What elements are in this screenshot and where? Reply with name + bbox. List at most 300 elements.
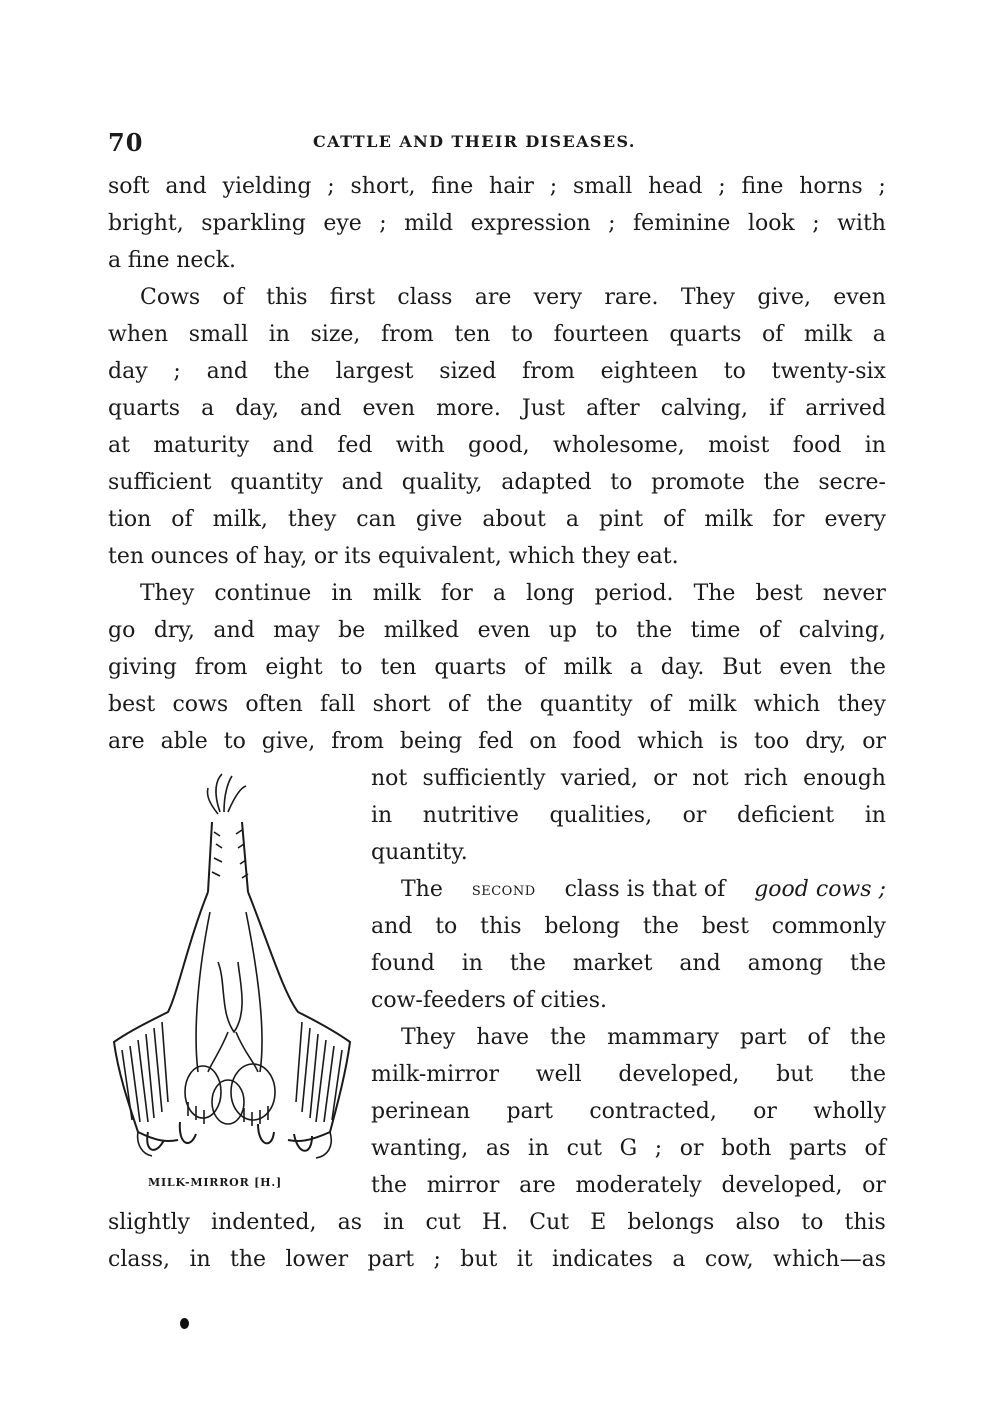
- word: cow-feeders: [371, 988, 506, 1013]
- page-header: [108, 128, 886, 158]
- text-line: [108, 353, 886, 390]
- word: best: [701, 914, 749, 939]
- word: feminine: [633, 211, 731, 236]
- word: part: [367, 1247, 415, 1272]
- word: first: [329, 285, 376, 310]
- word: moderately: [575, 1173, 702, 1198]
- text-line: [371, 1167, 886, 1204]
- word: They: [140, 581, 195, 606]
- word: more.: [436, 396, 501, 421]
- word: which: [508, 544, 575, 569]
- word: fine: [431, 174, 474, 199]
- word: hair: [489, 174, 534, 199]
- milk-mirror-figure: [108, 772, 358, 1202]
- word: calving,: [798, 618, 886, 643]
- word: eight: [265, 655, 323, 680]
- text-line: [108, 1204, 886, 1241]
- word: long: [525, 581, 575, 606]
- word: largest: [335, 359, 414, 384]
- word: quarts: [108, 396, 181, 421]
- word: milk: [803, 322, 853, 347]
- word: ;: [718, 174, 726, 199]
- text-line: [371, 797, 886, 834]
- word: of: [807, 1025, 829, 1050]
- text-line: [371, 760, 886, 797]
- word: milk: [688, 692, 737, 717]
- word: in: [864, 433, 886, 458]
- word: they: [581, 544, 631, 569]
- word: moist: [708, 433, 770, 458]
- word: hay,: [263, 544, 308, 569]
- word: about: [482, 507, 546, 532]
- word: in: [527, 1136, 550, 1161]
- word: with: [395, 433, 445, 458]
- text-line: [108, 464, 886, 501]
- word: ;: [654, 1136, 663, 1161]
- word: and: [300, 396, 342, 421]
- word: also: [735, 1210, 781, 1235]
- word: milk: [372, 581, 421, 606]
- word: or: [753, 1099, 777, 1124]
- word: quantity.: [371, 840, 468, 865]
- word: often: [245, 692, 303, 717]
- phrase: class is that of: [564, 877, 726, 902]
- word: give: [415, 507, 463, 532]
- word: have: [476, 1025, 530, 1050]
- word: ten: [108, 544, 145, 569]
- word: a: [872, 322, 886, 347]
- word: may: [273, 618, 320, 643]
- word: as: [485, 1136, 511, 1161]
- word: varied,: [560, 766, 638, 791]
- word: commonly: [771, 914, 886, 939]
- word: in: [371, 803, 393, 828]
- word: which—as: [773, 1247, 886, 1272]
- word: in: [383, 1210, 405, 1235]
- word: cut: [566, 1136, 602, 1161]
- word: are: [108, 729, 145, 754]
- running-title: CATTLE AND THEIR DISEASES.: [313, 132, 636, 151]
- word: quantity: [539, 692, 633, 717]
- word: a: [629, 655, 643, 680]
- word: food: [792, 433, 842, 458]
- italic-phrase: good cows ;: [754, 877, 886, 902]
- word: with: [837, 211, 886, 236]
- word: fine: [127, 248, 170, 273]
- text-line: [108, 279, 886, 316]
- word: be: [338, 618, 366, 643]
- text-line: [108, 686, 886, 723]
- word: part: [739, 1025, 787, 1050]
- word: enough: [803, 766, 886, 791]
- word: calving,: [660, 396, 748, 421]
- word: the: [763, 470, 800, 495]
- text-line: [371, 1130, 886, 1167]
- word: the: [230, 1247, 267, 1272]
- word: sufficiently: [422, 766, 546, 791]
- word: head: [648, 174, 703, 199]
- word: promote: [651, 470, 745, 495]
- text-line: [108, 242, 886, 279]
- word: They: [401, 1025, 456, 1050]
- word: in: [461, 951, 483, 976]
- word: and: [371, 914, 413, 939]
- word: ten: [380, 655, 417, 680]
- word: eye: [323, 211, 362, 236]
- word: good,: [468, 433, 530, 458]
- word: at: [108, 433, 130, 458]
- word: mirror: [426, 1173, 500, 1198]
- word: day,: [235, 396, 279, 421]
- word: this: [844, 1210, 886, 1235]
- word: food: [572, 729, 622, 754]
- word: in: [189, 1247, 211, 1272]
- word: to: [340, 655, 363, 680]
- word: ten: [454, 322, 491, 347]
- text-line: [108, 390, 886, 427]
- word: day: [108, 359, 148, 384]
- word: a: [108, 248, 122, 273]
- word: very: [533, 285, 583, 310]
- word: quarts: [669, 322, 742, 347]
- ink-spot: [180, 1318, 189, 1329]
- word: Cut: [529, 1210, 570, 1235]
- word: wanting,: [371, 1136, 469, 1161]
- word: when: [108, 322, 169, 347]
- word: the: [849, 951, 886, 976]
- word: short,: [350, 174, 416, 199]
- word: cow,: [704, 1247, 754, 1272]
- word: belongs: [627, 1210, 715, 1235]
- word: of: [235, 544, 257, 569]
- word: ;: [327, 174, 335, 199]
- word: not: [371, 766, 408, 791]
- word: a: [672, 1247, 686, 1272]
- word: wholesome,: [553, 433, 685, 458]
- word: even: [833, 285, 886, 310]
- text-line: [371, 908, 886, 945]
- word: ;: [433, 1247, 441, 1272]
- text-line: [371, 982, 886, 1019]
- word: cows: [172, 692, 229, 717]
- figure-caption: MILK-MIRROR [H.]: [148, 1176, 282, 1189]
- text-line: [371, 1093, 886, 1130]
- text-line: [108, 538, 886, 575]
- text-line: [108, 427, 886, 464]
- word: or: [862, 1173, 886, 1198]
- word: even: [779, 655, 833, 680]
- word: which: [637, 729, 704, 754]
- word: secre-: [818, 470, 886, 495]
- word: developed,: [721, 1173, 843, 1198]
- text-line: [108, 316, 886, 353]
- word: even: [362, 396, 416, 421]
- word: part: [506, 1099, 554, 1124]
- word: not: [692, 766, 729, 791]
- word: milk-mirror: [371, 1062, 500, 1087]
- word: its: [344, 544, 372, 569]
- word: and: [206, 359, 248, 384]
- word: of: [512, 988, 534, 1013]
- small-caps-word: second: [471, 878, 536, 900]
- word: or: [862, 729, 886, 754]
- word: to: [595, 618, 618, 643]
- word: wholly: [813, 1099, 886, 1124]
- word: ;: [608, 211, 616, 236]
- word: fed: [337, 433, 373, 458]
- word: give,: [261, 729, 316, 754]
- word: best: [108, 692, 156, 717]
- word: H.: [481, 1210, 509, 1235]
- word: arrived: [805, 396, 886, 421]
- word: adapted: [501, 470, 592, 495]
- word: the: [550, 1025, 587, 1050]
- word: best: [755, 581, 803, 606]
- word: milked: [383, 618, 460, 643]
- word: they: [837, 692, 886, 717]
- word: and: [272, 433, 314, 458]
- word: sufficient: [108, 470, 212, 495]
- word: quality,: [401, 470, 483, 495]
- word: and: [341, 470, 384, 495]
- text-line: [108, 205, 886, 242]
- word: look: [747, 211, 795, 236]
- text-line: [108, 575, 886, 612]
- text-line-second-class: [371, 871, 886, 908]
- word: parts: [789, 1136, 847, 1161]
- text-line: [108, 723, 886, 760]
- word: period.: [594, 581, 674, 606]
- text-line: [371, 1019, 886, 1056]
- word: ;: [379, 211, 387, 236]
- word: milk,: [212, 507, 268, 532]
- word: this: [480, 914, 522, 939]
- word: But: [722, 655, 762, 680]
- word: among: [747, 951, 824, 976]
- word: up: [548, 618, 577, 643]
- word: small: [572, 174, 633, 199]
- word: of: [649, 692, 671, 717]
- word: for: [772, 507, 805, 532]
- word: quarts: [434, 655, 507, 680]
- word: Just: [521, 396, 565, 421]
- word: belong: [544, 914, 620, 939]
- word: able: [160, 729, 208, 754]
- word: of: [761, 322, 784, 347]
- word: in: [864, 803, 886, 828]
- word: or: [653, 766, 678, 791]
- word: G: [619, 1136, 638, 1161]
- word: the: [642, 914, 679, 939]
- word: the: [509, 951, 546, 976]
- word: ;: [878, 174, 886, 199]
- word: indented,: [211, 1210, 317, 1235]
- word: of: [663, 507, 685, 532]
- word: deficient: [736, 803, 835, 828]
- word: ounces: [150, 544, 229, 569]
- word: or: [679, 1136, 704, 1161]
- word: of: [524, 655, 546, 680]
- word: on: [529, 729, 557, 754]
- word: even: [477, 618, 531, 643]
- word: quantity: [230, 470, 323, 495]
- word: to: [223, 729, 246, 754]
- word: cities.: [540, 988, 608, 1013]
- word: They: [680, 285, 736, 310]
- word: in: [331, 581, 353, 606]
- word: lower: [285, 1247, 349, 1272]
- word: to: [801, 1210, 824, 1235]
- word: fourteen: [553, 322, 649, 347]
- word: time: [690, 618, 741, 643]
- word: neck.: [176, 248, 237, 273]
- word: from: [331, 729, 384, 754]
- word: yielding: [222, 174, 312, 199]
- word: milk: [563, 655, 612, 680]
- word: market: [572, 951, 653, 976]
- page-number: 70: [108, 128, 144, 157]
- word: nutritive: [422, 803, 519, 828]
- word: contracted,: [589, 1099, 717, 1124]
- word: is: [719, 729, 739, 754]
- word: equivalent,: [377, 544, 502, 569]
- word: after: [586, 396, 640, 421]
- word: as: [337, 1210, 362, 1235]
- word: class,: [108, 1247, 171, 1272]
- word: sized: [439, 359, 497, 384]
- word: the: [849, 1025, 886, 1050]
- word: of: [171, 507, 193, 532]
- word: from: [194, 655, 248, 680]
- word: for: [440, 581, 473, 606]
- word: twenty-six: [771, 359, 886, 384]
- text-line: [108, 1241, 886, 1278]
- word: of: [758, 618, 781, 643]
- word: the: [849, 655, 886, 680]
- word: it: [516, 1247, 533, 1272]
- word: they: [287, 507, 337, 532]
- word: the: [273, 359, 310, 384]
- word: a: [201, 396, 215, 421]
- word: being: [399, 729, 463, 754]
- word: rich: [743, 766, 788, 791]
- word: found: [371, 951, 435, 976]
- word: rare.: [604, 285, 659, 310]
- word: E: [590, 1210, 607, 1235]
- word: can: [356, 507, 396, 532]
- word: and: [679, 951, 721, 976]
- word: size,: [310, 322, 361, 347]
- text-line: [108, 612, 886, 649]
- word: but: [776, 1062, 814, 1087]
- word: too: [753, 729, 790, 754]
- word: ;: [812, 211, 820, 236]
- word: horns: [799, 174, 863, 199]
- word: slightly: [108, 1210, 190, 1235]
- word: are: [474, 285, 512, 310]
- word: bright,: [108, 211, 184, 236]
- word: of: [864, 1136, 886, 1161]
- word: the: [371, 1173, 408, 1198]
- word: give,: [757, 285, 811, 310]
- word: indicates: [552, 1247, 653, 1272]
- word: from: [522, 359, 575, 384]
- word: ;: [173, 359, 181, 384]
- text-line: [371, 945, 886, 982]
- word: or: [313, 544, 338, 569]
- word: to: [510, 322, 534, 347]
- word: to: [610, 470, 633, 495]
- word: sparkling: [201, 211, 306, 236]
- text-line: [108, 501, 886, 538]
- word: cut: [425, 1210, 461, 1235]
- word: both: [721, 1136, 772, 1161]
- word: fall: [320, 692, 356, 717]
- word: short: [372, 692, 431, 717]
- word: and: [165, 174, 207, 199]
- word: eighteen: [600, 359, 698, 384]
- word: small: [188, 322, 249, 347]
- word: milk: [704, 507, 753, 532]
- word: soft: [108, 174, 150, 199]
- text-line: [371, 1056, 886, 1093]
- word: developed,: [618, 1062, 740, 1087]
- word: tion: [108, 507, 152, 532]
- word: go: [108, 618, 136, 643]
- word: a: [565, 507, 579, 532]
- word: every: [824, 507, 886, 532]
- word: are: [519, 1173, 556, 1198]
- word: or: [682, 803, 707, 828]
- word: day.: [660, 655, 705, 680]
- word: fed: [478, 729, 514, 754]
- text-line: [371, 834, 886, 871]
- word: giving: [108, 655, 177, 680]
- word: eat.: [636, 544, 679, 569]
- word: of: [447, 692, 470, 717]
- word: fine: [741, 174, 784, 199]
- word: the: [486, 692, 523, 717]
- word: dry,: [805, 729, 847, 754]
- word: well: [535, 1062, 582, 1087]
- word: maturity: [153, 433, 250, 458]
- word: of: [222, 285, 244, 310]
- text-line: [108, 168, 886, 205]
- word: and: [213, 618, 255, 643]
- word: from: [381, 322, 434, 347]
- word: expression: [470, 211, 591, 236]
- word: this: [266, 285, 308, 310]
- word: if: [769, 396, 785, 421]
- word: in: [268, 322, 290, 347]
- word: ;: [549, 174, 558, 199]
- word: pint: [598, 507, 644, 532]
- word: Cows: [140, 285, 201, 310]
- word: mammary: [607, 1025, 719, 1050]
- word: never: [822, 581, 886, 606]
- word: the: [636, 618, 673, 643]
- word: which: [753, 692, 821, 717]
- milk-mirror-illustration-icon: [108, 772, 358, 1172]
- word: to: [435, 914, 458, 939]
- text-line: [108, 649, 886, 686]
- word: The: [401, 877, 443, 902]
- word: a: [492, 581, 506, 606]
- word: The: [693, 581, 736, 606]
- word: continue: [214, 581, 312, 606]
- word: but: [460, 1247, 498, 1272]
- word: class: [397, 285, 453, 310]
